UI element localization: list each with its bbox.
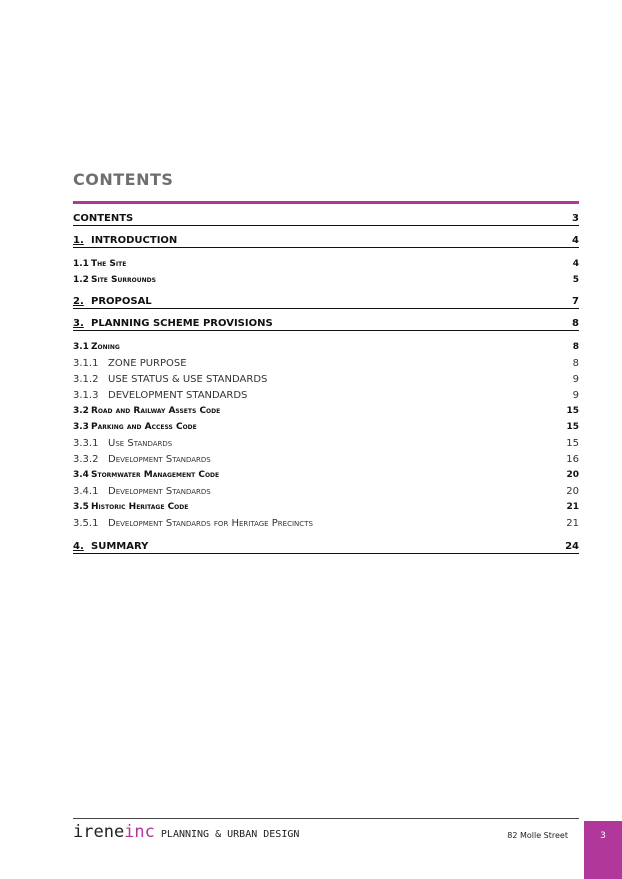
toc-page: 15 xyxy=(566,406,579,416)
toc-title: Use Standards xyxy=(108,438,173,449)
toc-page: 3 xyxy=(572,213,579,224)
toc-title: SUMMARY xyxy=(91,541,149,552)
toc-entry-stormwater[interactable] xyxy=(73,470,579,480)
logo-text-inc: inc xyxy=(124,822,155,842)
toc-page: 8 xyxy=(572,358,579,369)
toc-entry-planning-scheme[interactable] xyxy=(73,318,579,331)
toc-title: Parking and Access Code xyxy=(91,422,197,432)
toc-number: 3.1.2 xyxy=(73,374,99,385)
logo-tagline: PLANNING & URBAN DESIGN xyxy=(160,829,300,840)
toc-entry-historic-heritage[interactable] xyxy=(73,502,579,512)
toc-entry-use-standards[interactable] xyxy=(73,438,579,449)
toc-title: Development Standards xyxy=(108,486,211,497)
toc-title: The Site xyxy=(91,259,127,269)
toc-number: 3.1.1 xyxy=(73,358,99,369)
toc-title: Historic Heritage Code xyxy=(91,502,189,512)
toc-title: CONTENTS xyxy=(73,213,134,224)
toc-title: INTRODUCTION xyxy=(91,235,178,246)
title-rule xyxy=(73,201,579,204)
toc-title: Stormwater Management Code xyxy=(91,470,220,480)
toc-number: 3.1 xyxy=(73,342,89,352)
toc-page: 24 xyxy=(565,541,579,552)
footer-address: 82 Molle Street xyxy=(507,831,568,840)
toc-number: 3.4.1 xyxy=(73,486,99,497)
toc-page: 15 xyxy=(566,438,579,449)
toc-title: USE STATUS & USE STANDARDS xyxy=(108,374,268,385)
toc-number: 3.1.3 xyxy=(73,390,99,401)
toc-page: 4 xyxy=(572,235,579,246)
toc-entry-parking-development-standards[interactable] xyxy=(73,454,579,465)
toc-entry-parking-access[interactable] xyxy=(73,422,579,432)
toc-entry-development-standards[interactable] xyxy=(73,390,579,401)
toc-page: 21 xyxy=(566,518,579,529)
toc-number: 3.4 xyxy=(73,470,89,480)
toc-number: 1.1 xyxy=(73,259,89,269)
toc-entry-road-railway[interactable] xyxy=(73,406,579,416)
toc-page: 8 xyxy=(572,342,579,352)
toc-entry-zone-purpose[interactable] xyxy=(73,358,579,369)
toc-title: Road and Railway Assets Code xyxy=(91,406,221,416)
toc-entry-heritage-precincts[interactable] xyxy=(73,518,579,529)
toc-number: 3.2 xyxy=(73,406,89,416)
toc-number: 3.3 xyxy=(73,422,89,432)
page-number: 3 xyxy=(600,831,606,841)
logo-text-irene: irene xyxy=(73,822,125,842)
toc-title: PROPOSAL xyxy=(91,296,152,307)
toc-page: 15 xyxy=(566,422,579,432)
toc-number: 3.5.1 xyxy=(73,518,99,529)
toc-title: Zoning xyxy=(91,342,120,352)
toc-title: PLANNING SCHEME PROVISIONS xyxy=(91,318,273,329)
toc-number: 1.2 xyxy=(73,275,89,285)
toc-title: ZONE PURPOSE xyxy=(108,358,187,369)
toc-number: 4. xyxy=(73,541,84,552)
page-number-badge xyxy=(584,821,622,879)
toc-page: 16 xyxy=(566,454,579,465)
toc-title: DEVELOPMENT STANDARDS xyxy=(108,390,248,401)
toc-entry-the-site[interactable] xyxy=(73,259,579,269)
toc-number: 3.3.1 xyxy=(73,438,99,449)
toc-page: 7 xyxy=(572,296,579,307)
toc-entry-site-surrounds[interactable] xyxy=(73,275,579,285)
toc-page: 4 xyxy=(572,259,579,269)
toc-number: 1. xyxy=(73,235,84,246)
toc-page: 20 xyxy=(566,470,579,480)
toc-entry-introduction[interactable] xyxy=(73,235,579,248)
toc-entry-summary[interactable] xyxy=(73,541,579,554)
toc-entry-use-status[interactable] xyxy=(73,374,579,385)
company-logo xyxy=(73,822,299,842)
toc-title: Site Surrounds xyxy=(91,275,156,285)
page-title: CONTENTS xyxy=(73,170,174,189)
toc-entry-stormwater-development-standards[interactable] xyxy=(73,486,579,497)
toc-page: 9 xyxy=(572,374,579,385)
toc-page: 5 xyxy=(572,275,579,285)
toc-number: 3.3.2 xyxy=(73,454,99,465)
toc-title: Development Standards xyxy=(108,454,211,465)
footer-rule xyxy=(73,818,579,819)
toc-title: Development Standards for Heritage Precincts xyxy=(108,518,313,529)
toc-entry-contents[interactable] xyxy=(73,213,579,226)
toc-number: 2. xyxy=(73,296,84,307)
toc-entry-proposal[interactable] xyxy=(73,296,579,309)
toc-entry-zoning[interactable] xyxy=(73,342,579,352)
toc-number: 3.5 xyxy=(73,502,89,512)
toc-page: 8 xyxy=(572,318,579,329)
toc-page: 20 xyxy=(566,486,579,497)
toc-number: 3. xyxy=(73,318,84,329)
toc-page: 9 xyxy=(572,390,579,401)
toc-page: 21 xyxy=(566,502,579,512)
